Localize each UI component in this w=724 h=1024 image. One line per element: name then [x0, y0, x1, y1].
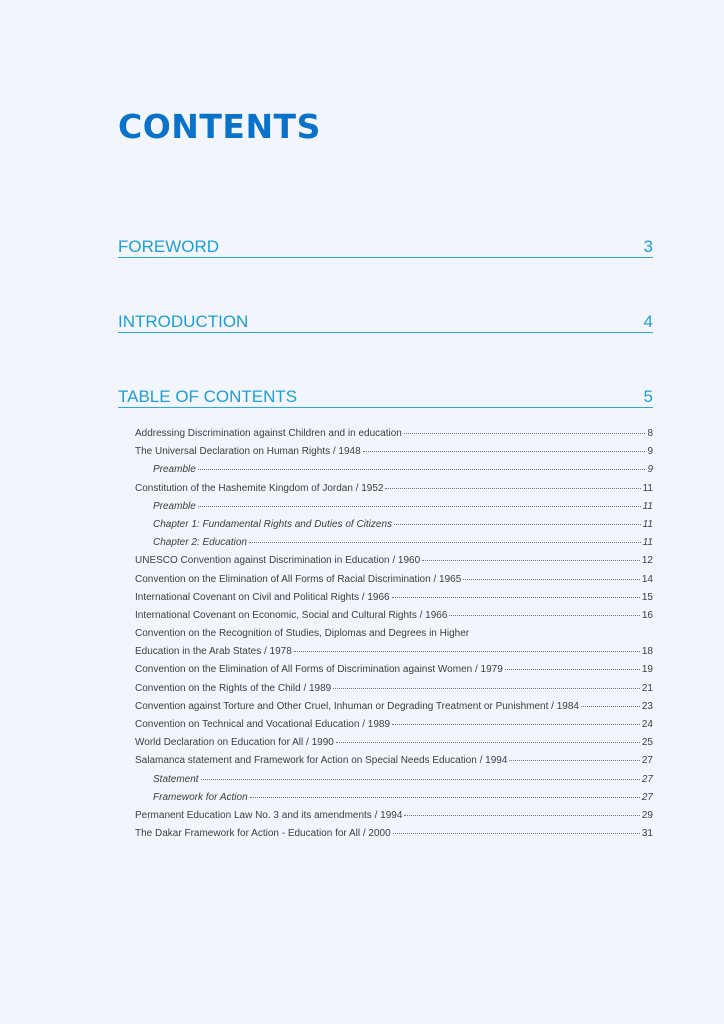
toc-entry-label: Salamanca statement and Framework for Action on Special Needs Education / 1994: [135, 755, 508, 767]
section-foreword[interactable]: [118, 237, 653, 258]
toc-entry-page: 11: [642, 537, 653, 549]
dot-leader: [404, 815, 639, 816]
toc-entry-label: International Covenant on Civil and Political Rights / 1966: [135, 591, 390, 603]
toc-entry-label: Permanent Education Law No. 3 and its amendments / 1994: [135, 809, 403, 821]
toc-entry-page: 16: [641, 609, 653, 621]
dot-leader: [392, 597, 640, 598]
section-title: INTRODUCTION: [118, 312, 249, 331]
toc-entry-page: 9: [647, 446, 653, 458]
toc-entry-page: 29: [641, 809, 653, 821]
toc-entry-page: 11: [642, 518, 653, 530]
section-page-number: 3: [643, 237, 653, 256]
toc-entry-page: 21: [641, 682, 653, 694]
toc-entry-page: 24: [641, 719, 653, 730]
toc-entry[interactable]: [135, 646, 653, 664]
dot-leader: [336, 742, 640, 743]
dot-leader: [294, 651, 640, 652]
dot-leader: [249, 542, 641, 543]
toc-entry[interactable]: [135, 701, 653, 719]
section-page-number: 5: [643, 387, 653, 406]
toc-entry-page: 18: [641, 646, 653, 658]
dot-leader: [581, 706, 640, 707]
dot-leader: [198, 506, 641, 507]
dot-leader: [394, 524, 641, 525]
toc-entry-label: Convention on Technical and Vocational Education / 1989: [135, 719, 391, 730]
toc-entry-label: Chapter 2: Education: [153, 537, 247, 549]
toc-entry-page: 11: [642, 500, 653, 512]
toc-entry-label: Addressing Discrimination against Children and in education: [135, 428, 402, 439]
toc-entry-page: 27: [641, 755, 653, 767]
toc-entry-label: Convention on the Recognition of Studies, Diplomas and Degrees in Higher: [135, 628, 470, 640]
section-introduction[interactable]: [118, 312, 653, 333]
section-title: FOREWORD: [118, 237, 220, 256]
toc-entry[interactable]: [135, 592, 653, 610]
toc-entry-page: 9: [647, 464, 653, 476]
toc-subentry[interactable]: [135, 519, 653, 537]
toc-entry[interactable]: [135, 483, 653, 501]
dot-leader: [422, 560, 640, 561]
dot-leader: [449, 615, 639, 616]
toc-subentry[interactable]: [135, 792, 653, 810]
toc-entry-page: 31: [641, 828, 653, 840]
toc-entry-label: Convention on the Rights of the Child / 1989: [135, 682, 332, 694]
section-page-number: 4: [643, 312, 653, 331]
toc-entry[interactable]: [135, 683, 653, 701]
section-title: TABLE OF CONTENTS: [118, 387, 298, 406]
toc-entry[interactable]: [135, 664, 653, 682]
toc-list: [135, 428, 653, 846]
dot-leader: [393, 833, 640, 834]
toc-entry-page: 25: [641, 737, 653, 749]
dot-leader: [363, 451, 646, 452]
toc-entry-page: 19: [641, 664, 653, 676]
toc-entry-label: Preamble: [153, 464, 196, 476]
toc-entry-page: 23: [641, 700, 653, 712]
toc-entry[interactable]: [135, 719, 653, 737]
dot-leader: [404, 433, 646, 434]
dot-leader: [201, 779, 640, 780]
toc-entry-label: Framework for Action: [153, 791, 248, 803]
toc-entry-label: Preamble: [153, 500, 196, 512]
toc-entry-label: International Covenant on Economic, Social and Cultural Rights / 1966: [135, 609, 448, 621]
dot-leader: [385, 488, 640, 489]
toc-entry-label: The Dakar Framework for Action - Education for All / 2000: [135, 828, 391, 840]
toc-entry-label: Constitution of the Hashemite Kingdom of Jordan / 1952: [135, 482, 384, 494]
toc-subentry[interactable]: [135, 537, 653, 555]
dot-leader: [509, 760, 639, 761]
toc-entry-page: 11: [642, 482, 653, 494]
toc-entry-label: Convention against Torture and Other Cruel, Inhuman or Degrading Treatment or Punishment / 1984: [135, 700, 579, 712]
toc-entry-label: Education in the Arab States / 1978: [135, 646, 292, 658]
toc-entry[interactable]: [135, 446, 653, 464]
toc-entry[interactable]: [135, 810, 653, 828]
toc-entry-label: Statement: [153, 773, 199, 785]
toc-entry-label: UNESCO Convention against Discrimination in Education / 1960: [135, 555, 421, 567]
toc-entry-page: 27: [641, 773, 653, 785]
toc-entry[interactable]: [135, 628, 653, 646]
dot-leader: [392, 724, 640, 725]
toc-entry[interactable]: [135, 755, 653, 773]
toc-entry-page: 12: [641, 555, 653, 567]
toc-entry-page: 14: [641, 573, 653, 585]
toc-entry-label: The Universal Declaration on Human Rights / 1948: [135, 446, 361, 458]
dot-leader: [250, 797, 640, 798]
toc-entry[interactable]: [135, 610, 653, 628]
dot-leader: [333, 688, 640, 689]
toc-entry[interactable]: [135, 428, 653, 446]
toc-subentry[interactable]: [135, 501, 653, 519]
toc-entry-label: Convention on the Elimination of All Forms of Racial Discrimination / 1965: [135, 573, 462, 585]
toc-entry-page: 8: [647, 428, 653, 439]
toc-entry-label: Chapter 1: Fundamental Rights and Duties of Citizens: [153, 518, 393, 530]
toc-entry-page: 15: [641, 591, 653, 603]
toc-entry[interactable]: [135, 555, 653, 573]
toc-entry-label: Convention on the Elimination of All Forms of Discrimination against Women / 1979: [135, 664, 503, 676]
dot-leader: [505, 669, 640, 670]
toc-entry[interactable]: [135, 737, 653, 755]
toc-entry[interactable]: [135, 828, 653, 846]
section-table-of-contents[interactable]: [118, 387, 653, 408]
dot-leader: [198, 469, 646, 470]
toc-subentry[interactable]: [135, 464, 653, 482]
dot-leader: [463, 579, 640, 580]
toc-entry-page: 27: [641, 791, 653, 803]
toc-entry[interactable]: [135, 574, 653, 592]
toc-entry-label: World Declaration on Education for All / 1990: [135, 737, 334, 749]
toc-subentry[interactable]: [135, 774, 653, 792]
page-title: CONTENTS: [118, 107, 321, 146]
